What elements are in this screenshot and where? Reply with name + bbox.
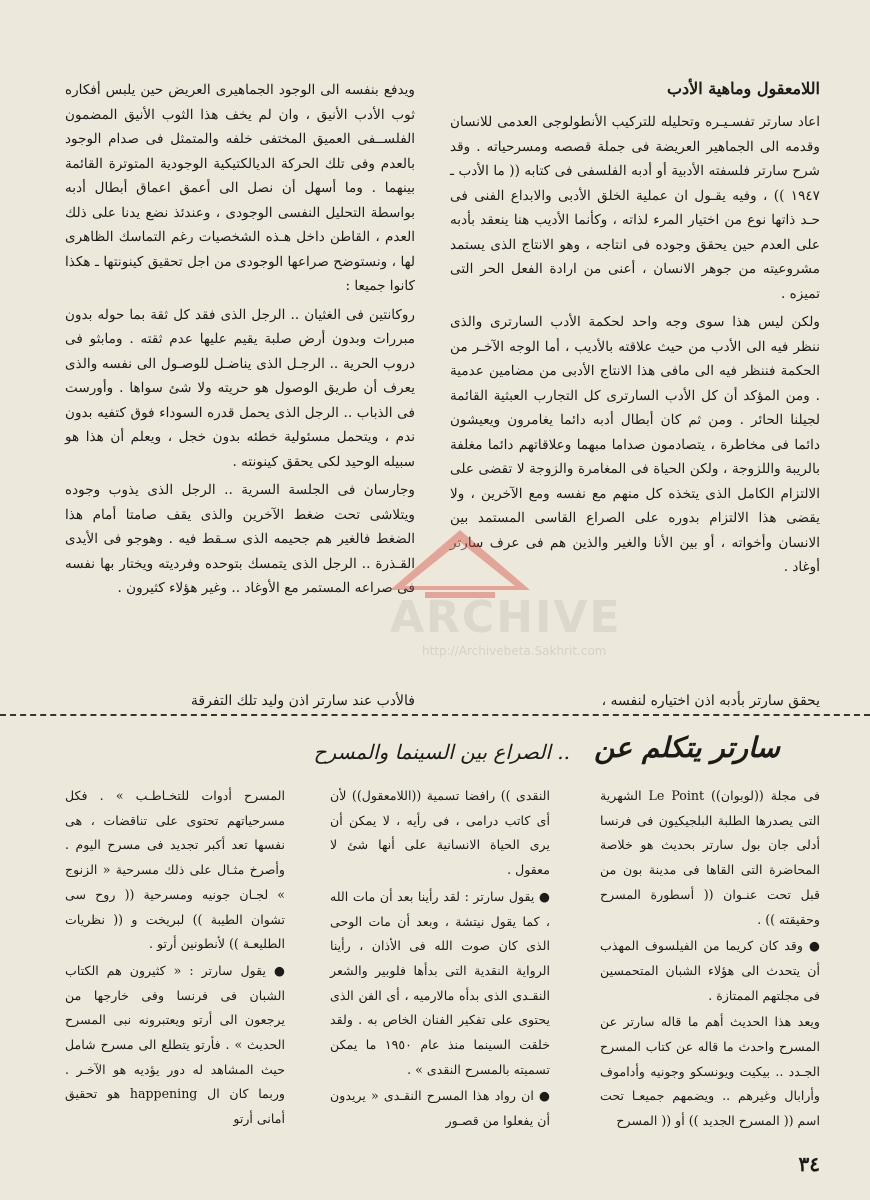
lower-column-3 <box>65 784 285 1134</box>
article-headline: سارتر يتكلم عن <box>594 731 780 764</box>
section-divider <box>0 714 870 716</box>
article-paragraph: ولكن ليس هذا سوى وجه واحد لحكمة الأدب السارترى والذى ننظر فيه الى الأدب من حيث علاقته بالأديب ، أما الوجه الآخـر من الحكمة فننظر فيه الى مافى هذا الانتاج الأدبى من مضامين عدمية . ومن المؤكد أن كل الأدب السارترى كل التجارب العبثية القائمة لجيلنا الحائر . ومن ثم كان أبطال أدبه دائما يغامرون ويعيشون دائما فى مخاطرة ، يتصادمون صداما مبهما وعلاقاتهم دائما مغلفة بالريبة واللزوجة ، ولكن الحياة فى المغامرة والزوجة لا تقضى على الالتزام الكامل الذى يتخذه كل منهم مع نفسه ومع الآخرين ، ولا يقضى هذا الالتزام بدوره على الصراع القاسى المستمد بين الانسان وأخواته ، أو بين الأنا والغير والذين هم فى عرف سارتر أوغاد . <box>450 314 820 575</box>
watermark-url: http://Archivebeta.Sakhrit.com <box>422 644 607 658</box>
left-closing-line: فالأدب عند سارتر اذن وليد تلك التفرقة <box>190 693 415 709</box>
page-number: ٣٤ <box>798 1152 820 1176</box>
article-paragraph: ● ان رواد هذا المسرح النقـدى « يريدون أن يفعلوا من قصـور <box>330 1088 550 1129</box>
article-paragraph: اعاد سارتر تفسـيـره وتحليله للتركيب الأنطولوجى العدمى للانسان وقدمه الى الجماهير العريضة فى جملة قصصه ومسرحياته . وقد شرح سارتر فلسفته الأدبية أو أدبه الفلسفى فى كتابه (( ما الأدب ـ ١٩٤٧ )) ، وفيه يقـول ان عملية الخلق الأدبى والابداع الفنى فى حـد ذاتها نوع من اختيار المرء لذاته ، وكأنما الأديب هنا ينعقد بأدبه على العدم حين يحقق وجوده فى انتاجه ، وهو الانتاج الذى يستمد مشروعيته من جوهر الانسان ، أعنى من ارادة الفعل الحر التى تميزه . <box>450 114 820 302</box>
article-paragraph: ● وقد كان كريما من الفيلسوف المهذب أن يتحدث الى هؤلاء الشبان المتحمسين فى مجلتهم الممتازة . <box>600 938 820 1003</box>
article-paragraph: ● يقول سارتر : « كثيرون هم الكتاب الشبان فى فرنسا وفى خارجها من يرجعون الى أرتو ويعتبرونه نبى المسرح الحديث » . فأرتو يتطلع الى مسرح شامل حيث المشاهد له دور يؤديه هو الآخـر . وربما كان ال happening هو تحقيق أمانى أرتو <box>65 962 285 1127</box>
watermark-text: ARCHIVE <box>390 592 622 643</box>
lower-column-1 <box>600 784 820 1136</box>
lower-column-2 <box>330 784 550 1136</box>
upper-left-column <box>65 78 415 605</box>
section-heading: اللامعقول وماهية الأدب <box>666 79 820 98</box>
article-paragraph: المسرح أدوات للتخـاطـب » . فكل مسرحياتهم تحتوى على تناقضات ، هى نفسها تعد أكبر تجديد فى مسرح اليوم . وأصرخ مثـال على ذلك مسرحية « الزنوج » لجـان جونيه ومسرحية (( روح سى تشوان الطيبة )) لبريخت و (( نظريات الطليعـة )) لأنطونين أرتو . <box>65 788 285 952</box>
article-subheadline: .. الصراع بين السينما والمسرح <box>313 740 570 764</box>
article-paragraph: وجارسان فى الجلسة السرية .. الرجل الذى يذوب وجوده ويتلاشى تحت ضغط الآخرين والذى يقف صامتا أمام هذا الضغط فالغير هم جحيمه الذى سـقط فيه . وهوجو فى الأيدى القـذرة .. الرجل الذى يتمسك بتوحده وفرديته ويختار بها نفسه فى صراعه المستمر مع الأوغاد .. وغير هؤلاء كثيرون . <box>65 482 415 596</box>
article-paragraph: ويدفع بنفسه الى الوجود الجماهيرى العريض حين يلبس أفكاره ثوب الأدب الأنيق ، وان لم يخف هذا الثوب الأنيق المضمون الفلســفى العميق المختفى خلفه والمتمثل فى صدام الوجود بالعدم وفى تلك الحركة الديالكتيكية الوجودية المتوترة القائمة بينهما . وما أسهل أن نصل الى أعمق اعماق أبطال أدبه بواسطة التحليل النفسى الوجودى ، وعندئذ نضع يدنا على ذلك العدم ، القاطن داخل هـذه الشخصيات رغم التماسك الظاهرى لها ، ونستوضح صراعها الوجودى من اجل تحقيق كينونتها ـ هكذا كانوا جميعا : <box>65 82 415 294</box>
article-paragraph: النقدى )) رافضا تسمية ((اللامعقول)) لأن أى كاتب درامى ، فى رأيه ، لا يمكن أن يرى الحياة الانسانية على أنها شئ لا معقول . <box>330 788 550 878</box>
right-closing-line: يحقق سارتر بأدبه اذن اختياره لنفسه ، <box>601 693 820 709</box>
article-paragraph: ويعد هذا الحديث أهم ما قاله سارتر عن المسرح واحدث ما قاله عن كتاب المسرح الجـدد .. بيكيت ويونسكو وجونيه وأداموف وأرابال وغيرهم .. ويضمهم جميعـا تحت اسم (( المسرح الجديد )) أو (( المسرح <box>600 1014 820 1129</box>
upper-right-column <box>450 78 820 584</box>
article-paragraph: فى مجلة ((لوبوان)) Le Point الشهرية التى يصدرها الطلبة البلجيكيون فى فرنسا أدلى جان بول سارتر بحديث هو خلاصة المحاضرة التى القاها فى مدينة بون من قبل تحت عنـوان (( أسطورة المسرح وحقيقته )) . <box>600 788 820 927</box>
article-paragraph: ● يقول سارتر : لقد رأينا بعد أن مات الله ، كما يقول نيتشة ، وبعد أن مات الوحى الذى كان صوت الله فى الأذان ، رأينا الرواية النقدية التى بدأها فلوبير والشعر النقـدى الذى بدأه مالارميه ، أى الفن الذى يحتوى على تفكير الفنان الخاص به . ولقد خلقت السينما منذ عام ١٩٥٠ ما يمكن تسميته بالمسرح النقدى » . <box>330 888 550 1077</box>
article-paragraph: روكانتين فى الغثيان .. الرجل الذى فقد كل ثقة بما حوله بدون مبررات وبدون أرض صلبة يقيم عليها عدم ثقته . ومابثو فى دروب الحرية .. الرجـل الذى يناضـل للوصـول الى نفسه والذى يعرف أن طريق الوصول هو حريته ولا شئ سواها . وأورست فى الذباب .. الرجل الذى يحمل قدره السوداء فوق كتفيه بدون ندم ، ويتحمل مسئولية خطئه بدون خجل ، ويعلم أن هذا هو سبيله الوحيد لكى يحقق كينونته . <box>65 306 415 470</box>
